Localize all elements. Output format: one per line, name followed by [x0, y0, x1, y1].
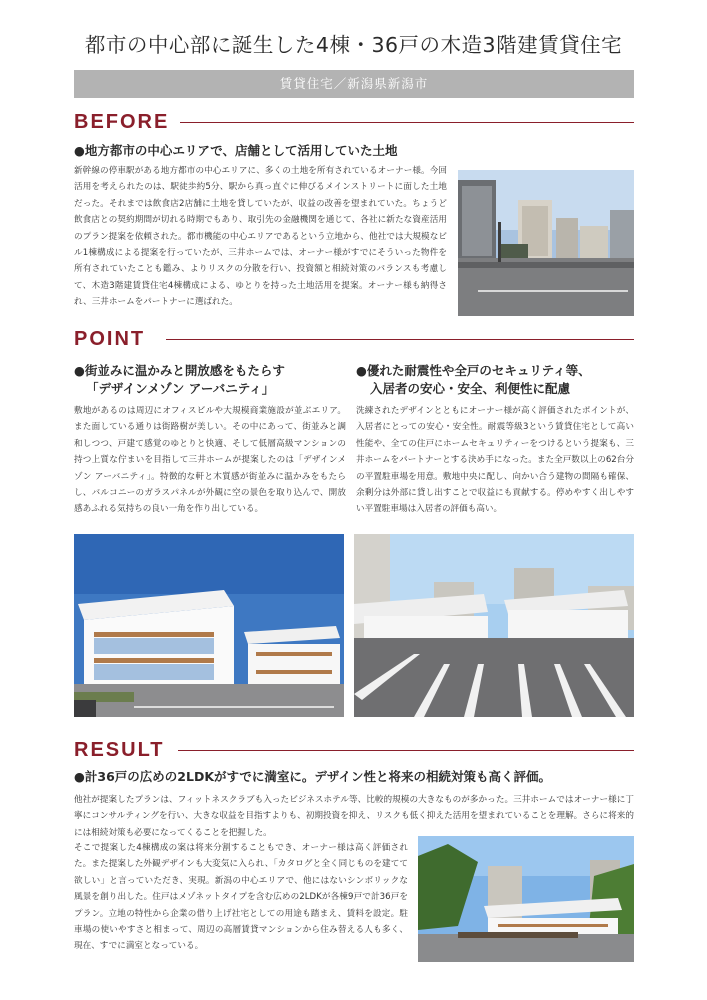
point-heading: POINT	[74, 328, 146, 350]
point-right-body: 洗練されたデザインとともにオーナー様が高く評価されたポイントが、入居者にとっての安心・安全性。耐震等級3という賃貸住宅として高い性能や、全ての住戸にホームセキュリティーをつけるという提案も、三井ホームをパートナーとする決め手になった。また全戸数以上の62台分の平置駐車場を用意。敷地中央に配し、向かい合う建物の間隔も確保、余剰分は外部に貸し出すことで収益にも貢献する。停めやすく出しやすい平置駐車場は入居者の評価も高い。	[356, 406, 634, 515]
result-section-header	[74, 738, 634, 762]
point-right-subheading-1: ●優れた耐震性や全戸のセキュリティ等、	[356, 363, 591, 378]
before-site-photo	[458, 170, 634, 316]
point-left-body: 敷地があるのは周辺にオフィスビルや大規模商業施設が並ぶエリア。また面している通りは街路樹が美しい。その中にあって、街並みと調和しつつ、戸建て感覚のゆとりと快適、そして低層高級マンションの持つ上質な佇まいを目指して三井ホームが提案したのは「デザインメゾン アーバニティ」。特徴的な軒と木質感が街並みに温かみをもたらし、バルコニーのガラスパネルが外観に空の景色を取り込んで、開放感あふれる気持ちの良い一角を作り出している。	[74, 406, 346, 515]
point-left-subheading-1: ●街並みに温かみと開放感をもたらす	[74, 363, 285, 378]
category-band: 賃貸住宅／新潟県新潟市	[74, 70, 634, 98]
before-section-header	[74, 110, 634, 134]
result-photo	[418, 836, 634, 962]
point-left-subheading-2: 「デザインメゾン アーバニティ」	[86, 381, 275, 396]
result-heading: RESULT	[74, 739, 165, 761]
page-title: 都市の中心部に誕生した4棟・36戸の木造3階建賃貸住宅	[84, 33, 623, 57]
result-divider	[178, 750, 634, 751]
result-body-full: 他社が提案したプランは、フィットネスクラブも入ったビジネスホテル等、比較的規模の大きなものが多かった。三井ホームではオーナー様に丁寧にコンサルティングを行い、大きな収益を目指すよりも、初期投資を抑え、リスクも低く抑えた活用を望まれていることを理解。さらに将来的には相続対策も必要になってくることを把握した。	[74, 795, 634, 838]
result-body-narrow: そこで提案した4棟構成の案は将来分割することもでき、オーナー様は高く評価された。また提案した外観デザインも大変気に入られ、「カタログと全く同じものを建てて欲しい」と言っていただき、実現。新潟の中心エリアで、他にはないシンボリックな風景を創り出した。住戸はメゾネットタイプを含む広めの2LDKが各棟9戸で計36戸をプラン。立地の特性から企業の借り上げ社宅としての用途も踏まえ、賃料を設定。駐車場の使いやすさと相まって、周辺の高層賃貸マンションから住み替える人も多く、現在、すでに満室となっている。	[74, 843, 408, 952]
parking-photo	[354, 534, 634, 717]
point-right-subheading-2: 入居者の安心・安全、利便性に配慮	[370, 381, 571, 396]
point-divider	[166, 339, 634, 340]
result-subheading: ●計36戸の広めの2LDKがすでに満室に。デザイン性と将来の相続対策も高く評価。	[74, 769, 552, 784]
before-divider	[180, 122, 634, 123]
before-subheading: ●地方都市の中心エリアで、店舗として活用していた土地	[74, 143, 398, 158]
before-body: 新幹線の停車駅がある地方都市の中心エリアに、多くの土地を所有されているオーナー様。今回活用を考えられたのは、駅徒歩約5分、駅から真っ直ぐに伸びるメインストリートに面した土地だった。それまでは飲食店2店舗に土地を貸していたが、収益の改善を望まれていた。ちょうど飲食店との契約期間が切れる時期でもあり、取引先の金融機関を通じて、各社に新たな資産活用のプラン提案を依頼された。都市機能の中心エリアであるという立地から、他社では大規模なビル1棟構成による提案を行っていたが、三井ホームでは、オーナー様がすでにそういった物件を所有されていたことも鑑み、よりリスクの分散を行い、投資額と相続対策のバランスも考慮して、木造3階建賃貸住宅4棟構成による、ゆとりを持った土地活用を提案。オーナー様も納得され、三井ホームをパートナーに選ばれた。	[74, 166, 447, 308]
point-section-header	[74, 327, 634, 351]
before-heading: BEFORE	[74, 111, 170, 133]
exterior-photo	[74, 534, 344, 717]
